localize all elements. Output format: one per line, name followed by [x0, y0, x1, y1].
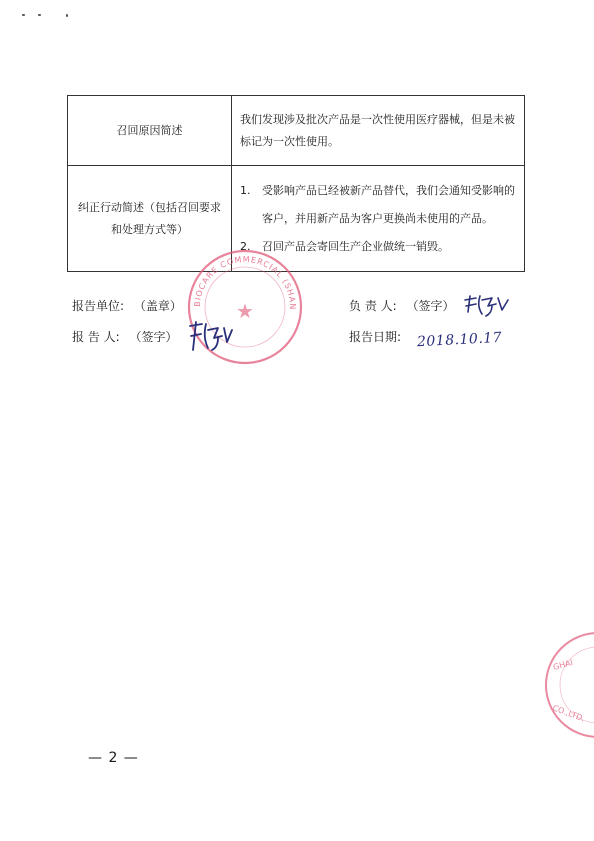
report-unit-label: 报告单位: [72, 299, 125, 313]
recall-reason-text: 我们发现涉及批次产品是一次性使用医疗器械，但是未被标记为一次性使用。 [232, 96, 525, 166]
report-date-field [349, 328, 401, 345]
list-item [240, 177, 516, 233]
svg-text:CO.,LTD.: CO.,LTD. [551, 703, 586, 724]
table-row [68, 96, 525, 166]
svg-text:BIOCARE COMMERCIAL (SHANGHAI): BIOCARE COMMERCIAL (SHAN [192, 254, 298, 311]
svg-text:★: ★ [236, 299, 254, 323]
svg-text:GHAI: GHAI [552, 658, 574, 672]
list-item-number: 1. [240, 183, 251, 197]
list-item-text: 召回产品会寄回生产企业做统一销毁。 [262, 239, 449, 253]
report-date-handwritten: 2018.10.17 [416, 329, 503, 351]
responsible-signature [462, 290, 510, 322]
reporter-value: （签字） [129, 330, 178, 344]
recall-summary-table [67, 95, 525, 272]
list-item-number: 2. [240, 239, 251, 253]
recall-reason-label: 召回原因简述 [68, 96, 232, 166]
report-date-label: 报告日期: [349, 330, 402, 344]
responsible-person-value: （签字） [406, 299, 455, 313]
reporter-signature [186, 318, 234, 358]
list-item-text: 受影响产品已经被新产品替代，我们会通知受影响的客户，并用新产品为客户更换尚未使用的产品。 [262, 183, 515, 225]
scan-artifacts [0, 0, 594, 30]
responsible-person-field [349, 297, 455, 314]
reporter-label: 报 告 人: [72, 330, 120, 344]
page-number: — 2 — [88, 750, 139, 766]
company-seal-stamp-edge [540, 630, 594, 744]
report-unit-field [72, 297, 182, 314]
responsible-person-label: 负 责 人: [349, 299, 397, 313]
reporter-field [72, 328, 178, 345]
report-unit-value: （盖章） [133, 299, 182, 313]
corrective-action-label: 纠正行动简述（包括召回要求和处理方式等） [68, 166, 232, 272]
